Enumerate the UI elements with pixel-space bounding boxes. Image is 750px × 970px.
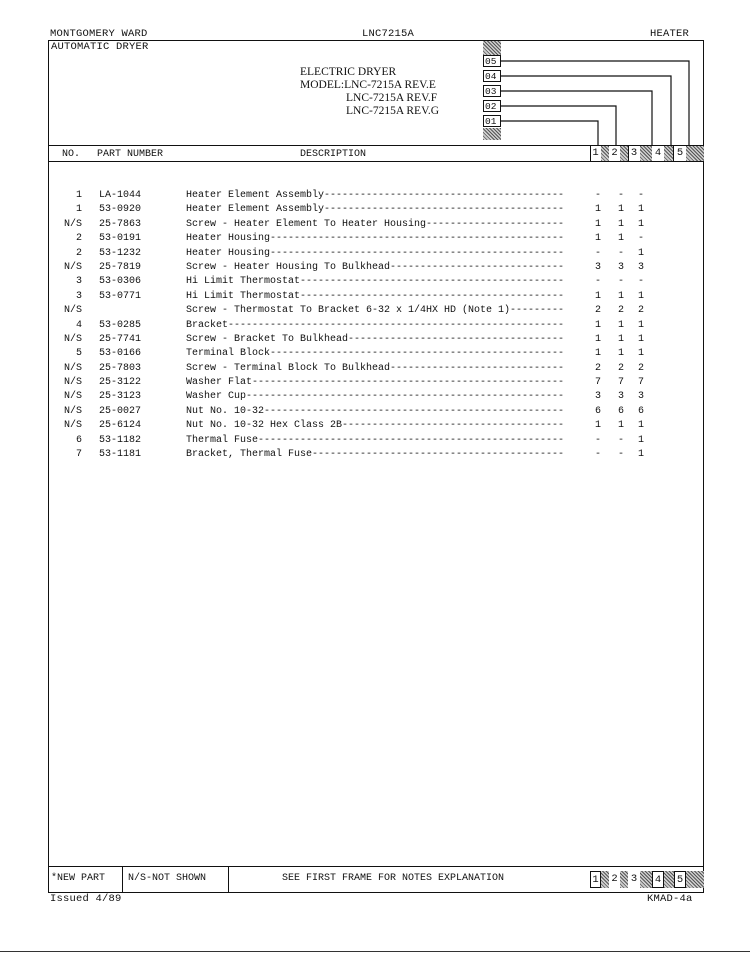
rev-code-02: 02 [483,100,501,112]
item-no: N/S [63,362,82,374]
item-no: 5 [75,348,82,360]
part-number: 53-0920 [99,204,142,216]
qty-rev-1: 1 [594,420,601,432]
qty-rev-2: 1 [617,290,624,302]
col-number-5: 5 [676,147,684,159]
part-description: Terminal Block------------------------------------------------- [186,348,565,360]
part-description: Bracket-------------------------------------------------------- [186,319,565,331]
part-description: Screw - Terminal Block To Bulkhead----------------------------- [186,362,565,374]
qty-rev-2: - [617,449,624,461]
qty-rev-3: 1 [637,434,644,446]
part-description: Heater Element Assembly---------------------------------------- [186,190,565,201]
qty-rev-1: 2 [594,305,601,317]
part-number: 25-7741 [99,333,142,345]
col-number-2: 2 [611,147,618,159]
title-line-4: LNC-7215A REV.G [346,105,440,117]
qty-rev-2: 2 [617,305,624,317]
part-description: Thermal Fuse--------------------------------------------------- [186,434,565,446]
part-description: Screw - Thermostat To Bracket 6-32 x 1/4HX HD (Note 1)--------- [186,305,565,317]
qty-rev-1: 3 [594,391,601,403]
qty-rev-1: 3 [594,261,601,273]
footer-hatch-1 [601,871,609,888]
qty-rev-1: - [594,449,601,461]
footer-not-shown: N/S-NOT SHOWN [128,873,207,884]
qty-rev-2: - [617,276,624,288]
item-no: 4 [75,319,82,331]
item-no: N/S [63,333,82,345]
qty-rev-1: 1 [594,333,601,345]
item-no: N/S [63,218,82,230]
qty-rev-3: 1 [637,333,644,345]
qty-rev-3: - [637,233,644,245]
qty-rev-3: 7 [637,377,644,389]
col-strip-border-left [590,146,591,161]
part-number: 53-0285 [99,319,142,331]
qty-rev-3: 1 [637,290,644,302]
rev-code-03: 03 [483,85,501,97]
part-number: 53-0166 [99,348,142,360]
page-code: KMAD-4a [647,893,693,905]
title-line-3: LNC-7215A REV.F [346,92,438,104]
qty-rev-2: - [617,190,624,201]
part-number: LA-1044 [99,190,142,201]
qty-rev-1: - [594,434,601,446]
part-number: 25-7803 [99,362,142,374]
footer-number-3: 3 [630,873,638,885]
col-hatch-2 [620,146,628,161]
part-number: 53-0306 [99,276,142,288]
col-hatch-3 [640,146,652,161]
qty-rev-3: 1 [637,204,644,216]
rev-code-05: 05 [483,55,501,67]
title-line-2: MODEL:LNC-7215A REV.E [300,79,436,91]
qty-rev-1: - [594,276,601,288]
part-description: Heater Housing------------------------------------------------- [186,233,565,245]
part-number: 25-3123 [99,391,142,403]
qty-rev-2: 1 [617,420,624,432]
footer-number-2: 2 [611,873,618,885]
rev-code-01: 01 [483,115,501,127]
qty-rev-3: - [637,276,644,288]
col-number-1: 1 [592,147,599,159]
qty-rev-3: 3 [637,391,644,403]
footer-hatch-3 [640,871,652,888]
qty-rev-2: 1 [617,218,624,230]
title-line-1: ELECTRIC DRYER [300,66,397,78]
item-no: 1 [75,190,82,201]
part-description: Washer Flat---------------------------------------------------- [186,377,565,389]
qty-rev-3: 1 [637,218,644,230]
part-description: Nut No. 10-32-------------------------------------------------- [186,405,565,417]
qty-rev-2: - [617,247,624,259]
part-number: 25-7863 [99,218,142,230]
qty-rev-3: 1 [637,247,644,259]
subheader: AUTOMATIC DRYER [51,41,149,53]
qty-rev-3: 2 [637,305,644,317]
qty-rev-2: 7 [617,377,624,389]
column-number-strip [590,146,704,161]
qty-rev-3: 1 [637,319,644,331]
qty-rev-1: 1 [594,218,601,230]
qty-rev-1: 1 [594,233,601,245]
part-description: Hi Limit Thermostat-------------------------------------------- [186,290,565,302]
item-no: N/S [63,391,82,403]
part-number: 25-0027 [99,405,142,417]
qty-rev-2: 1 [617,319,624,331]
qty-rev-3: 6 [637,405,644,417]
qty-rev-3: 2 [637,362,644,374]
qty-rev-2: 3 [617,261,624,273]
qty-rev-1: 1 [594,204,601,216]
item-no: 6 [75,434,82,446]
qty-rev-1: 1 [594,348,601,360]
qty-rev-2: 1 [617,348,624,360]
col-head-no: NO. [62,149,81,160]
footer-sep-2 [228,866,229,892]
qty-rev-1: - [594,247,601,259]
col-strip-border-mid2 [673,146,674,161]
col-head-description: DESCRIPTION [300,149,367,160]
part-number: 25-3122 [99,377,142,389]
part-number: 53-0771 [99,290,142,302]
footer-number-5: 5 [674,871,686,888]
part-number: 53-0191 [99,233,142,245]
col-hatch-5 [686,146,704,161]
qty-rev-2: 2 [617,362,624,374]
scan-edge-line [0,951,750,952]
qty-rev-1: 1 [594,319,601,331]
header-center: LNC7215A [362,28,415,40]
qty-rev-3: 3 [637,261,644,273]
item-no: N/S [63,261,82,273]
qty-rev-1: 7 [594,377,601,389]
part-description: Washer Cup----------------------------------------------------- [186,391,565,403]
col-hatch-1 [601,146,609,161]
header-right: HEATER [650,28,690,40]
qty-rev-1: - [594,190,601,201]
rev-code-04: 04 [483,70,501,82]
qty-rev-3: - [637,190,644,201]
item-no: N/S [63,377,82,389]
item-no: N/S [63,405,82,417]
col-strip-border-mid [628,146,629,161]
item-no: 3 [75,276,82,288]
column-heading-divider [48,161,704,162]
footer-number-4: 4 [652,871,664,888]
qty-rev-2: 6 [617,405,624,417]
qty-rev-1: 6 [594,405,601,417]
part-description: Screw - Heater Element To Heater Housing----------------------- [186,218,565,230]
part-description: Bracket, Thermal Fuse------------------------------------------ [186,449,565,461]
qty-rev-3: 1 [637,420,644,432]
qty-rev-3: 1 [637,348,644,360]
footer-notes: SEE FIRST FRAME FOR NOTES EXPLANATION [282,873,505,884]
item-no: 2 [75,247,82,259]
qty-rev-1: 1 [594,290,601,302]
qty-rev-2: 1 [617,204,624,216]
qty-rev-2: 1 [617,233,624,245]
item-no: 7 [75,449,82,461]
part-number: 53-1181 [99,449,142,461]
col-number-4: 4 [654,147,662,159]
part-number: 25-7819 [99,261,142,273]
footer-number-strip [590,871,704,888]
qty-rev-2: 1 [617,333,624,345]
part-description: Screw - Heater Housing To Bulkhead----------------------------- [186,261,565,273]
item-no: N/S [63,305,82,317]
footer-number-1: 1 [590,871,601,888]
item-no: 3 [75,290,82,302]
col-head-part-number: PART NUMBER [97,149,164,160]
footer-hatch-2 [620,871,628,888]
qty-rev-2: - [617,434,624,446]
footer-hatch-5 [686,871,704,888]
header-left: MONTGOMERY WARD [50,28,148,40]
part-description: Nut No. 10-32 Hex Class 2B------------------------------------- [186,420,565,432]
item-no: N/S [63,420,82,432]
qty-rev-3: 1 [637,449,644,461]
part-number: 53-1182 [99,434,142,446]
issued-date: Issued 4/89 [50,893,122,905]
footer-hatch-4 [664,871,674,888]
part-number: 25-6124 [99,420,142,432]
qty-rev-2: 3 [617,391,624,403]
footer-new-part: *NEW PART [51,873,106,884]
item-no: 2 [75,233,82,245]
part-description: Heater Element Assembly---------------------------------------- [186,204,565,216]
item-no: 1 [75,204,82,216]
qty-rev-1: 2 [594,362,601,374]
part-number: 53-1232 [99,247,142,259]
footer-sep-1 [122,866,123,892]
col-number-3: 3 [630,147,638,159]
part-description: Hi Limit Thermostat-------------------------------------------- [186,276,565,288]
part-description: Heater Housing------------------------------------------------- [186,247,565,259]
part-description: Screw - Bracket To Bulkhead------------------------------------ [186,333,565,345]
